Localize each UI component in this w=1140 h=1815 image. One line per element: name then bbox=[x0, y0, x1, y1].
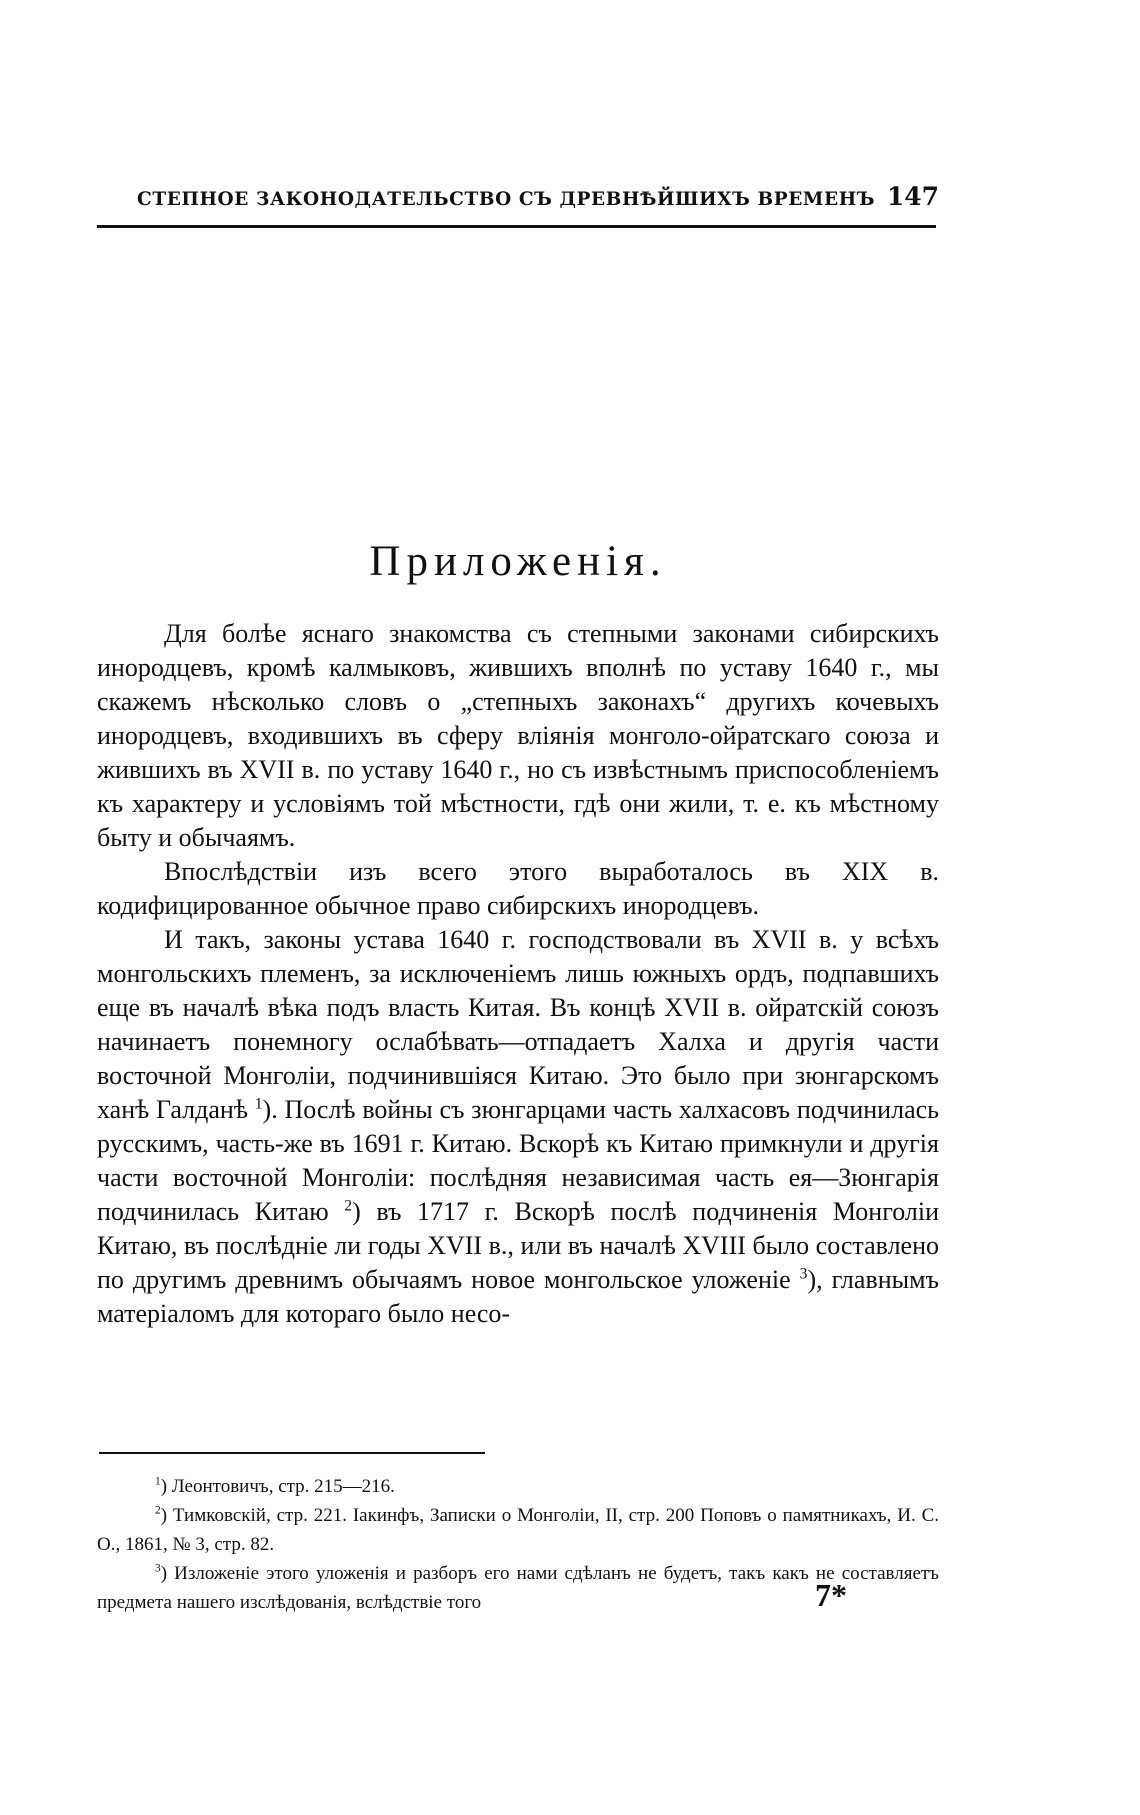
body-text bbox=[97, 617, 939, 1331]
footnote-mark-1: 1 bbox=[155, 1475, 161, 1488]
signature-mark: 7* bbox=[815, 1577, 847, 1613]
footnote-3-text: ) Изложеніе этого уложенія и разборъ его нами сдѣланъ не будетъ, такъ какъ не составляетъ предмета нашего изслѣдованія, вслѣдствіе того bbox=[97, 1563, 939, 1613]
footnote-2 bbox=[97, 1501, 939, 1559]
running-head bbox=[137, 182, 939, 211]
paragraph-2: Впослѣдствіи изъ всего этого выработалось въ XIX в. кодифицированное обычное право сибирскихъ инородцевъ. bbox=[97, 857, 939, 920]
paragraph-3 bbox=[97, 923, 939, 1331]
paragraph-3-part-1: И такъ, законы устава 1640 г. господствовали въ XVII в. у всѣхъ монгольскихъ племенъ, за исключеніемъ лишь южныхъ ордъ, подпавшихъ еще въ началѣ вѣка подъ власть Китая. Въ концѣ XVII в. ойратскій союзъ начинаетъ понемногу ослабѣвать—отпадаетъ Халха и другія части восточной Монголіи, подчинившіяся Китаю. Это было при зюнгарскомъ ханѣ Галданѣ bbox=[97, 925, 939, 1124]
footnote-mark-3: 3 bbox=[155, 1562, 161, 1575]
paragraph-3-part-3: ) въ 1717 г. Вскорѣ послѣ подчиненія Монголіи Китаю, въ послѣдніе ли годы XVII в., или въ началѣ XVIII было составлено по другимъ древнимъ обычаямъ новое монгольское уложеніе bbox=[97, 1197, 940, 1294]
footnote-1-text: ) Леонтовичъ, стр. 215—216. bbox=[160, 1476, 395, 1497]
section-title: Приложенія. bbox=[369, 538, 667, 585]
footnote-3 bbox=[97, 1559, 939, 1617]
footnote-1 bbox=[97, 1472, 939, 1501]
paragraph-1: Для болѣе яснаго знакомства съ степными законами сибирскихъ инородцевъ, кромѣ калмыковъ, жившихъ вполнѣ по уставу 1640 г., мы скажемъ нѣсколько словъ о „степныхъ законахъ“ другихъ кочевыхъ инородцевъ, входившихъ въ сферу вліянія монголо-ойратскаго союза и жившихъ въ XVII в. по уставу 1640 г., но съ извѣстнымъ приспособленіемъ къ характеру и условіямъ той мѣстности, гдѣ они жили, т. е. къ мѣстному быту и обычаямъ. bbox=[97, 619, 939, 852]
footnote-ref-1: 1 bbox=[254, 1095, 263, 1113]
footnote-2-text: ) Тимковскій, стр. 221. Іакинфъ, Записки о Монголіи, II, стр. 200 Поповъ о памятникахъ, И. С. О., 1861, № 3, стр. 82. bbox=[97, 1505, 939, 1555]
footnotes bbox=[97, 1472, 939, 1617]
footnote-ref-2: 2 bbox=[344, 1197, 353, 1215]
paragraph-3-part-2: ). Послѣ войны съ зюнгарцами часть халхасовъ подчинилась русскимъ, часть-же въ 1691 г. Китаю. Вскорѣ къ Китаю примкнули и другія части восточной Монголіи: послѣдняя независимая часть ея—Зюнгарія подчинилась Китаю bbox=[97, 1095, 940, 1226]
paragraph-3-part-4: ), главнымъ матеріаломъ для котораго было несо- bbox=[97, 1265, 940, 1328]
page-number: 147 bbox=[886, 182, 939, 211]
footnote-rule bbox=[99, 1452, 485, 1454]
footnote-ref-3: 3 bbox=[799, 1265, 808, 1283]
footnote-mark-2: 2 bbox=[155, 1504, 161, 1517]
header-rule bbox=[97, 225, 936, 228]
book-page bbox=[97, 0, 939, 1815]
running-title: СТЕПНОЕ ЗАКОНОДАТЕЛЬСТВО СЪ ДРЕВНѢЙШИХЪ ВРЕМЕНЪ bbox=[137, 189, 876, 210]
